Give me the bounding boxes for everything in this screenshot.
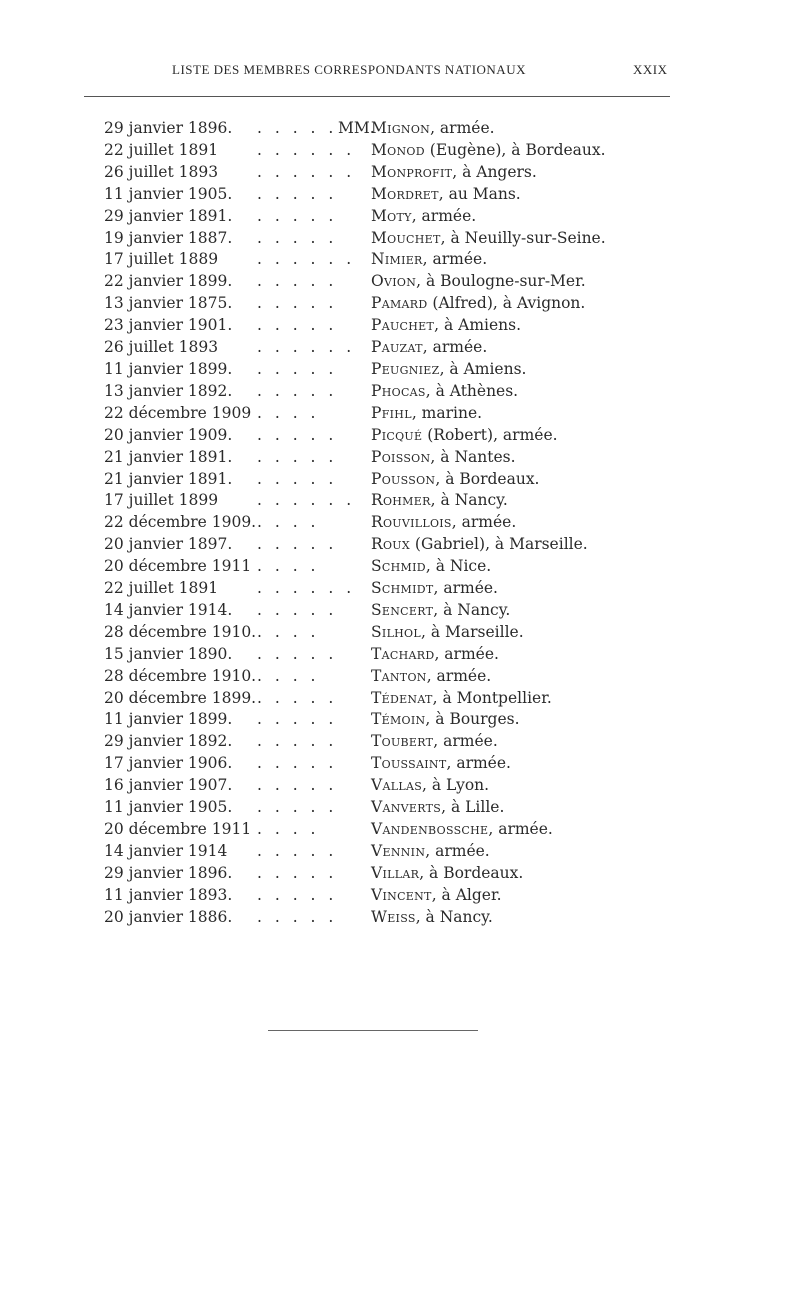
leader-dots: . . . . . . [257,579,356,598]
member-entry [371,666,491,688]
member-entry [371,447,516,469]
member-list [0,118,800,929]
member-entry [371,162,537,184]
member-name: Schmidt [371,579,434,598]
leader-dots: . . . . . [257,841,338,860]
admission-date: 22 décembre 1909 [104,403,252,422]
admission-date: 11 janvier 1899. [104,359,233,378]
member-entry [371,709,520,731]
member-entry [371,118,495,140]
member-entry [371,271,586,293]
list-item [0,293,800,315]
admission-date: 20 janvier 1897. [104,535,233,554]
member-entry [371,622,524,644]
leader-dots: . . . . . . [257,140,356,159]
list-item [0,271,800,293]
leader-dots: . . . . . [257,184,338,203]
list-item [0,688,800,710]
member-entry [371,885,502,907]
list-item [0,534,800,556]
member-name: Poisson [371,447,431,466]
leader-dots: . . . . . [257,776,338,795]
admission-date: 20 décembre 1911 [104,820,252,838]
member-entry [371,490,508,512]
leader-dots: . . . . . [257,907,338,926]
honorific-prefix: MM. [338,119,375,137]
member-entry [371,863,523,885]
list-item [0,469,800,491]
leader-dots: . . . . . [257,359,338,378]
admission-date: 28 décembre 1910. [104,622,257,641]
list-item [0,885,800,907]
member-name: Vennin [371,841,426,860]
admission-date: 20 décembre 1899. [104,688,257,707]
member-details: , à Alger. [431,885,502,904]
list-item [0,622,800,644]
list-item [0,337,800,359]
member-entry [371,359,526,381]
admission-date: 23 janvier 1901. [104,316,233,335]
leader-dots: . . . . . [257,316,338,335]
list-item [0,490,800,512]
member-entry [371,556,491,578]
member-name: Vallas [371,776,423,795]
list-item [0,425,800,447]
member-name: Vincent [371,885,432,904]
list-item [0,228,800,250]
member-entry [371,403,482,425]
member-details: , armée. [488,820,553,838]
admission-date: 22 juillet 1891 [104,579,219,598]
list-item [0,731,800,753]
page-number: XXIX [633,62,668,77]
member-details: , armée. [433,732,498,751]
member-details: , armée. [434,644,499,663]
list-item [0,249,800,271]
admission-date: 19 janvier 1887. [104,228,233,247]
leader-dots: . . . . . . [257,250,356,269]
member-name: Tachard [371,644,435,663]
leader-dots: . . . . . [257,710,338,729]
admission-date: 20 janvier 1886. [104,907,233,926]
member-name: Phocas [371,381,426,400]
member-details: , armée. [451,513,517,532]
list-item [0,907,800,929]
member-name: Toubert [371,732,434,751]
leader-dots: . . . . [257,557,320,576]
list-item [0,512,800,534]
list-item [0,403,800,425]
admission-date: 26 juillet 1893 [104,338,219,357]
member-entry [371,512,516,534]
member-details: , armée. [425,841,490,860]
member-details: , au Mans. [438,184,521,203]
list-item [0,556,800,578]
admission-date: 28 décembre 1910. [104,666,257,685]
member-entry [371,819,553,841]
admission-date: 21 janvier 1891. [104,469,233,488]
leader-dots: . . . . . [257,644,338,663]
member-details: , à Bordeaux. [435,469,540,488]
admission-date: 11 janvier 1893. [104,885,233,904]
member-entry [371,184,521,206]
admission-date: 14 janvier 1914. [104,600,233,619]
leader-dots: . . . . . [257,469,338,488]
member-details: , à Amiens. [439,359,527,378]
leader-dots: . . . . . [257,272,338,291]
member-details: , à Nancy. [433,600,511,619]
member-entry [371,469,539,491]
member-details: , à Lyon. [422,776,490,795]
leader-dots: . . . . . [257,732,338,751]
running-title: LISTE DES MEMBRES CORRESPONDANTS NATIONAUX [172,62,526,77]
member-entry [371,293,585,315]
member-details: , à Boulogne-sur-Mer. [416,272,586,291]
member-details: , armée. [422,250,488,269]
list-item [0,578,800,600]
admission-date: 17 juillet 1889 [104,250,219,269]
member-details: , à Nancy. [430,491,508,510]
member-entry [371,688,552,710]
leader-dots: . . . . . [257,885,338,904]
member-name: Silhol [371,622,421,641]
member-name: Monprofit [371,162,453,181]
leader-dots: . . . . . [257,754,338,773]
admission-date: 26 juillet 1893 [104,162,219,181]
member-details: (Eugène), à Bordeaux. [424,140,606,159]
member-details: , à Bordeaux. [419,863,524,882]
header-rule [84,96,670,97]
admission-date: 29 janvier 1891. [104,206,233,225]
leader-dots: . . . . . [257,688,338,707]
list-item [0,184,800,206]
member-name: Villar [371,863,420,882]
leader-dots: . . . . . . [257,338,356,357]
list-item [0,709,800,731]
member-entry [371,140,606,162]
leader-dots: . . . . [257,403,320,422]
member-name: Témoin [371,710,426,729]
admission-date: 29 janvier 1892. [104,732,233,751]
member-name: Picqué [371,425,423,444]
admission-date: 11 janvier 1905. [104,184,233,203]
list-item [0,600,800,622]
leader-dots: . . . . . [257,206,338,225]
admission-date: 17 janvier 1906. [104,754,233,773]
member-entry [371,425,558,447]
member-details: , armée. [411,206,477,225]
member-details: , à Montpellier. [432,688,552,707]
admission-date: 17 juillet 1899 [104,491,219,510]
member-details: , à Athènes. [425,381,519,400]
list-item [0,381,800,403]
member-entry [371,206,476,228]
member-entry [371,907,493,929]
member-entry [371,644,499,666]
member-entry [371,534,588,556]
member-entry [371,249,487,271]
member-name: Pauzat [371,338,423,357]
member-entry [371,775,489,797]
member-name: Peugniez [371,359,440,378]
member-name: Weiss [371,907,416,926]
member-name: Mignon [371,119,431,137]
member-name: Pauchet [371,316,435,335]
member-name: Toussaint [371,754,447,773]
list-item [0,797,800,819]
leader-dots: . . . . . . [257,162,356,181]
member-details: , armée. [422,338,488,357]
list-item [0,206,800,228]
leader-dots: . . . . . [257,119,338,137]
leader-dots: . . . . . [257,798,338,817]
list-item [0,118,800,140]
member-details: , à Amiens. [434,316,522,335]
member-entry [371,600,510,622]
admission-date: 11 janvier 1899. [104,710,233,729]
member-name: Mouchet [371,228,441,247]
list-item [0,819,800,841]
member-name: Rouvillois [371,513,452,532]
member-name: Ovion [371,272,417,291]
member-name: Vandenbossche [371,820,489,838]
admission-date: 20 décembre 1911 [104,557,252,576]
member-entry [371,381,518,403]
member-name: Pousson [371,469,436,488]
admission-date: 22 juillet 1891 [104,140,219,159]
member-name: Pamard [371,294,428,313]
leader-dots: . . . . . [257,863,338,882]
list-item [0,775,800,797]
member-name: Tédenat [371,688,433,707]
member-details: , armée. [430,119,495,137]
member-name: Pfihl [371,403,412,422]
admission-date: 15 janvier 1890. [104,644,233,663]
admission-date: 20 janvier 1909. [104,425,233,444]
member-name: Vanverts [371,798,442,817]
admission-date: 16 janvier 1907. [104,776,233,795]
member-name: Nimier [371,250,423,269]
list-item [0,359,800,381]
member-details: , à Bourges. [425,710,520,729]
member-entry [371,841,490,863]
admission-date: 14 janvier 1914 [104,841,228,860]
admission-date: 22 janvier 1899. [104,272,233,291]
member-name: Tanton [371,666,427,685]
member-entry [371,731,498,753]
leader-dots: . . . . . [257,294,338,313]
member-details: , à Neuilly-sur-Seine. [440,228,606,247]
member-name: Roux [371,535,410,554]
leader-dots: . . . . . [257,447,338,466]
admission-date: 21 janvier 1891. [104,447,233,466]
member-details: , à Lille. [441,798,505,817]
member-details: , marine. [411,403,483,422]
leader-dots: . . . . . [257,600,338,619]
member-details: , armée. [426,666,492,685]
member-details: (Gabriel), à Marseille. [410,535,588,554]
leader-dots: . . . . . [257,381,338,400]
member-name: Moty [371,206,412,225]
list-item [0,666,800,688]
admission-date: 22 décembre 1909. [104,513,257,532]
leader-dots: . . . . . [257,228,338,247]
leader-dots: . . . . . [257,425,338,444]
leader-dots: . . . . . [257,535,338,554]
closing-rule [268,1030,478,1031]
member-name: Sencert [371,600,434,619]
member-details: , armée. [446,754,511,773]
member-entry [371,797,504,819]
member-details: , à Marseille. [420,622,524,641]
admission-date: 13 janvier 1875. [104,294,233,313]
admission-date: 13 janvier 1892. [104,381,233,400]
list-item [0,753,800,775]
member-entry [371,753,511,775]
member-entry [371,228,606,250]
leader-dots: . . . . [257,666,320,685]
member-name: Rohmer [371,491,431,510]
list-item [0,644,800,666]
member-name: Schmid [371,557,426,576]
list-item [0,863,800,885]
leader-dots: . . . . [257,622,320,641]
member-name: Monod [371,140,425,159]
list-item [0,841,800,863]
member-details: (Alfred), à Avignon. [427,294,586,313]
list-item [0,140,800,162]
running-header [0,62,800,82]
member-details: , à Angers. [452,162,537,181]
member-entry [371,578,498,600]
list-item [0,315,800,337]
member-details: , à Nice. [425,557,492,576]
admission-date: 11 janvier 1905. [104,798,233,817]
member-details: , à Nancy. [415,907,493,926]
member-details: , armée. [433,579,498,598]
list-item [0,447,800,469]
admission-date: 29 janvier 1896. [104,863,233,882]
leader-dots: . . . . [257,820,320,838]
member-details: , à Nantes. [430,447,516,466]
list-item [0,162,800,184]
member-name: Mordret [371,184,439,203]
member-entry [371,315,521,337]
member-details: (Robert), armée. [422,425,558,444]
admission-date: 29 janvier 1896. [104,119,233,137]
member-entry [371,337,487,359]
leader-dots: . . . . [257,513,320,532]
leader-dots: . . . . . . [257,491,356,510]
